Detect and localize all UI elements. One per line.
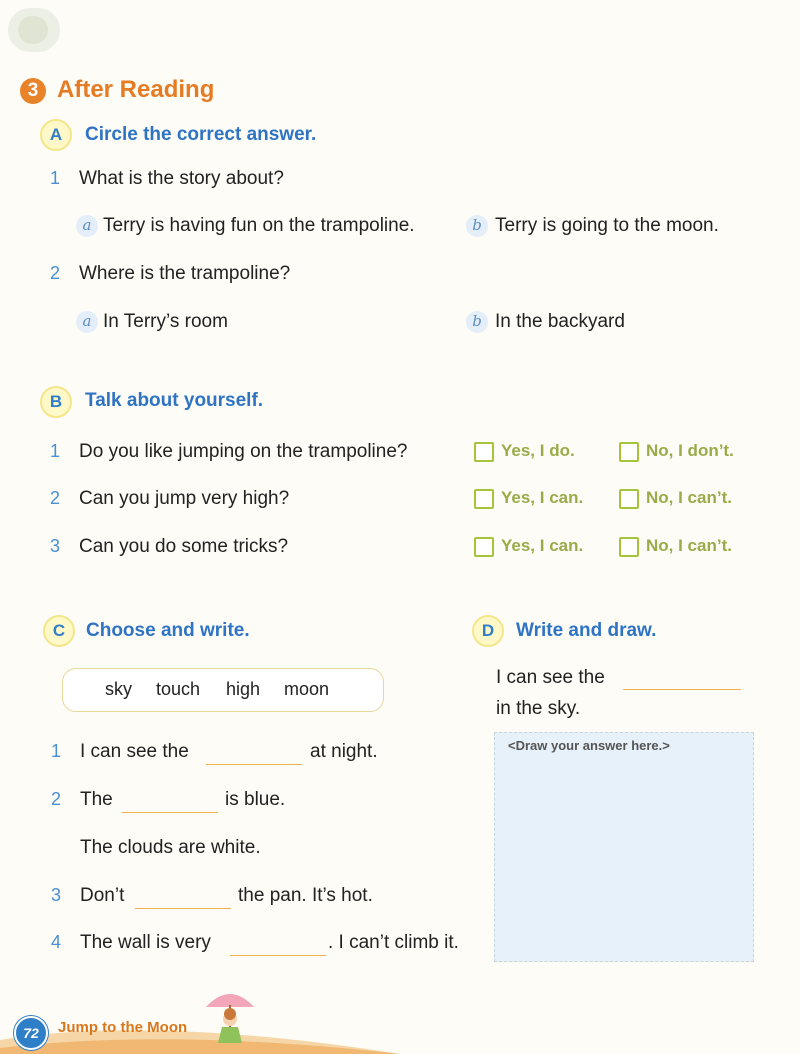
item-number: 1	[51, 741, 62, 761]
item-text-before: Don’t	[80, 885, 125, 906]
question-number: 2	[50, 488, 61, 508]
girl-with-umbrella-illustration	[200, 985, 260, 1049]
section-b-title: Talk about yourself.	[85, 390, 264, 411]
item-text-before: The	[80, 789, 113, 810]
no-checkbox[interactable]	[619, 442, 639, 462]
question-number: 3	[50, 536, 61, 556]
option-a-text[interactable]: In Terry’s room	[103, 311, 228, 332]
yes-label: Yes, I do.	[501, 441, 575, 460]
option-b-text[interactable]: In the backyard	[495, 311, 625, 332]
no-checkbox[interactable]	[619, 489, 639, 509]
no-label: No, I can’t.	[646, 488, 732, 507]
section-d-title: Write and draw.	[516, 620, 657, 641]
word-bank-word: high	[226, 679, 261, 699]
item-text-after: . I can’t climb it.	[328, 932, 459, 953]
no-label: No, I don’t.	[646, 441, 734, 460]
item-number: 3	[51, 885, 62, 905]
item-text-before: I can see the	[80, 741, 189, 762]
word-bank-word: sky	[105, 679, 132, 699]
no-label: No, I can’t.	[646, 536, 732, 555]
option-a-marker[interactable]: a	[76, 311, 98, 333]
page-number-badge: 72	[14, 1016, 48, 1050]
section-number-badge: 3	[20, 78, 46, 104]
section-d-badge: D	[472, 615, 504, 647]
no-checkbox[interactable]	[619, 537, 639, 557]
item-text-after: the pan. It’s hot.	[238, 885, 373, 906]
option-b-marker[interactable]: b	[466, 311, 488, 333]
answer-blank[interactable]	[122, 794, 218, 813]
section-c-badge: C	[43, 615, 75, 647]
section-a-title: Circle the correct answer.	[85, 124, 317, 145]
yes-checkbox[interactable]	[474, 442, 494, 462]
answer-blank[interactable]	[623, 671, 741, 690]
item-extra-sentence: The clouds are white.	[80, 837, 261, 858]
question-number: 2	[50, 263, 61, 283]
word-bank-word: touch	[156, 679, 201, 699]
item-number: 2	[51, 789, 62, 809]
yes-checkbox[interactable]	[474, 537, 494, 557]
question-text: Where is the trampoline?	[79, 263, 291, 284]
section-b-badge: B	[40, 386, 72, 418]
question-text: Can you jump very high?	[79, 488, 290, 509]
option-b-text[interactable]: Terry is going to the moon.	[495, 215, 719, 236]
section-title: After Reading	[57, 76, 215, 103]
word-bank-word: moon	[284, 679, 330, 699]
answer-blank[interactable]	[206, 746, 302, 765]
question-text: What is the story about?	[79, 168, 284, 189]
footer-unit-title: Jump to the Moon	[58, 1019, 188, 1036]
question-text: Do you like jumping on the trampoline?	[79, 441, 408, 462]
item-text-before: The wall is very	[80, 932, 211, 953]
drawing-area[interactable]	[494, 732, 754, 962]
question-number: 1	[50, 441, 61, 461]
section-c-title: Choose and write.	[86, 620, 250, 641]
yes-label: Yes, I can.	[501, 536, 584, 555]
d-sentence-line1: I can see the	[496, 667, 605, 688]
option-b-marker[interactable]: b	[466, 215, 488, 237]
item-text-after: is blue.	[225, 789, 286, 810]
answer-blank[interactable]	[135, 890, 231, 909]
option-a-text[interactable]: Terry is having fun on the trampoline.	[103, 215, 415, 236]
question-text: Can you do some tricks?	[79, 536, 289, 557]
section-a-badge: A	[40, 119, 72, 151]
item-text-after: at night.	[310, 741, 378, 762]
yes-label: Yes, I can.	[501, 488, 584, 507]
d-sentence-line2: in the sky.	[496, 698, 581, 719]
drawing-hint: <Draw your answer here.>	[508, 738, 670, 753]
answer-blank[interactable]	[230, 937, 326, 956]
option-a-marker[interactable]: a	[76, 215, 98, 237]
item-number: 4	[51, 932, 62, 952]
question-number: 1	[50, 168, 61, 188]
yes-checkbox[interactable]	[474, 489, 494, 509]
page-corner-tab-inner	[18, 16, 48, 44]
